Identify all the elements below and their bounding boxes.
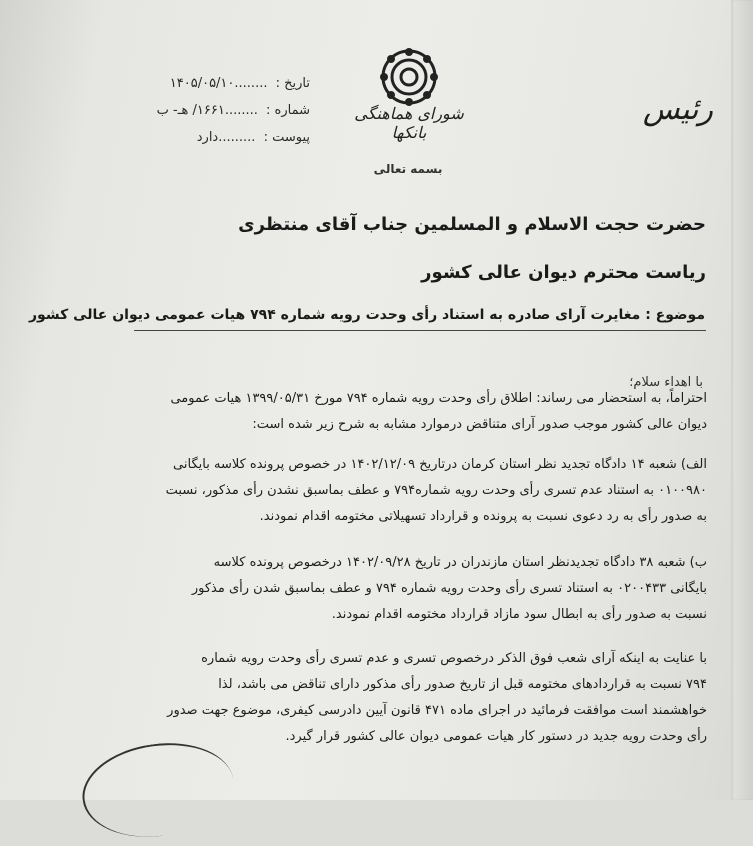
paragraph-4-line: با عنایت به اینکه آرای شعب فوق الذکر درخصوص تسری و عدم تسری رأی وحدت رویه شماره [201, 651, 707, 666]
paragraph-4-line: ۷۹۴ نسبت به قراردادهای مختومه قبل از تاریخ صدور رأی مذکور دارای تناقض می باشد، لذا [218, 677, 707, 692]
paragraph-2-line: الف) شعبه ۱۴ دادگاه تجدید نظر استان کرمان درتاریخ ۱۴۰۲/۱۲/۰۹ در خصوص پرونده کلاسه بایگانی [173, 457, 707, 472]
paragraph-4-line: خواهشمند است موافقت فرمائید در اجرای ماده ۴۷۱ قانون آیین دادرسی کیفری، موضوع جهت صدور [167, 703, 707, 718]
council-name: شورای هماهنگی بانکها [354, 104, 464, 142]
paragraph-3-line: نسبت به صدور رأی به ابطال سود مازاد قرارداد مختومه اقدام نمودند. [331, 607, 707, 622]
page-edge [731, 0, 753, 800]
number-value: ........۱۶۶۱/ هـ- ب [156, 103, 258, 118]
subject-line: موضوع : مغایرت آرای صادره به استناد رأی وحدت رویه شماره ۷۹۴ هیات عمومی دیوان عالی کشور [29, 307, 705, 323]
greeting: با اهداء سلام؛ [629, 375, 703, 390]
paragraph-4 [167, 646, 707, 750]
letter-meta [120, 70, 310, 151]
date-label: تاریخ : [275, 76, 310, 91]
paragraph-4-line: رأی وحدت رویه جدید در دستور کار هیات عمومی دیوان عالی کشور قرار گیرد. [285, 729, 707, 744]
paragraph-2-line: ۰۱۰۰۹۸۰ به استناد عدم تسری رأی وحدت رویه شماره۷۹۴ و عطف بماسبق نشدن رأی مذکور، نسبت [165, 483, 707, 498]
paragraph-2-line: به صدور رأی به رد دعوی نسبت به پرونده و قرارداد تسهیلاتی مختومه اقدام نمودند. [259, 509, 707, 524]
date-value: ........۱۴۰۵/۰۵/۱۰ [169, 76, 268, 91]
paragraph-1-line: احتراماً، به استحضار می رساند: اطلاق رأی وحدت رویه شماره ۷۹۴ مورخ ۱۳۹۹/۰۵/۳۱ هیات عمومی [170, 391, 707, 406]
attachment-row [120, 124, 310, 151]
letterhead-title: رئیس [642, 92, 713, 127]
council-logo-icon [378, 46, 440, 108]
number-row [120, 97, 310, 124]
number-label: شماره : [266, 103, 310, 118]
subject-underline [134, 330, 706, 331]
paragraph-3 [192, 550, 707, 628]
addressee-line-1: حضرت حجت الاسلام و المسلمین جناب آقای منتظری [238, 214, 706, 235]
attachment-value: .........دارد [196, 130, 256, 145]
paragraph-3-line: ب) شعبه ۳۸ دادگاه تجدیدنظر استان مازندران در تاریخ ۱۴۰۲/۰۹/۲۸ درخصوص پرونده کلاسه [213, 555, 707, 570]
paragraph-1-line: دیوان عالی کشور موجب صدور آرای متناقض درموارد مشابه به شرح زیر شده است: [252, 417, 707, 432]
basmala: بسمه تعالی [373, 162, 443, 176]
paragraph-2 [166, 452, 707, 530]
paragraph-3-line: بایگانی ۰۲۰۰۴۳۳ به استناد تسری رأی وحدت رویه شماره ۷۹۴ و عطف بماسبق شدن رأی مذکور [191, 581, 707, 596]
date-row [120, 70, 310, 97]
attachment-label: پیوست : [263, 130, 310, 145]
addressee-line-2: ریاست محترم دیوان عالی کشور [421, 262, 706, 283]
paragraph-1 [170, 386, 707, 438]
